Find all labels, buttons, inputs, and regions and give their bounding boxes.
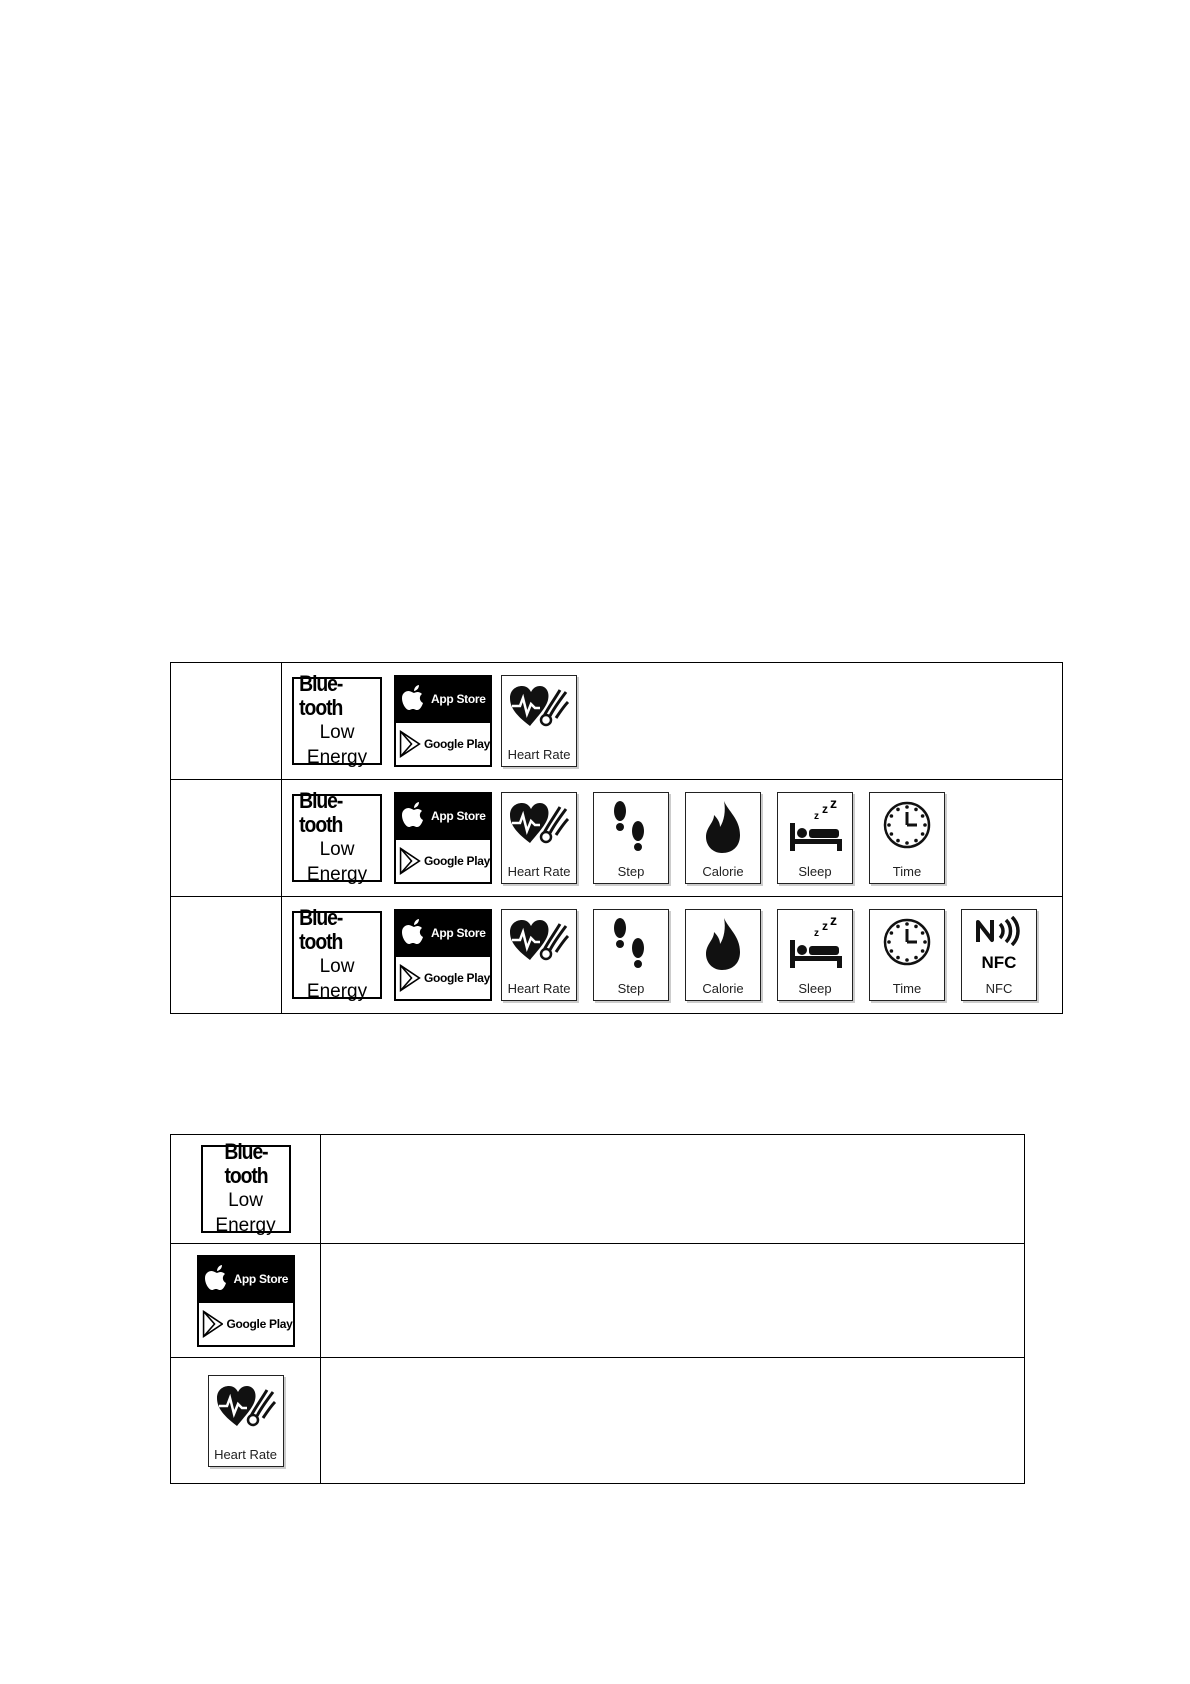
app-store-badge: App Store Google Play: [394, 792, 492, 884]
bed-icon: [784, 799, 846, 855]
feature-row: [171, 897, 1063, 1014]
legend-description: [321, 1358, 1025, 1484]
legend-row: [171, 1244, 1025, 1358]
apple-icon: [400, 800, 428, 832]
bluetooth-badge: Blue-tooth Low Energy: [201, 1145, 291, 1233]
calorie-tile: Calorie: [685, 909, 761, 1001]
legend-description: [321, 1135, 1025, 1244]
apple-icon: [400, 917, 428, 949]
svg-text:z: z: [814, 928, 819, 939]
flame-icon: [700, 916, 746, 972]
svg-text:z: z: [822, 802, 828, 816]
heart-rate-tile: Heart Rate: [501, 675, 577, 767]
model-label-cell: [171, 780, 282, 897]
svg-text:z: z: [822, 919, 828, 933]
heart-rate-icon: [508, 682, 570, 730]
nfc-tile: NFC NFC: [961, 909, 1037, 1001]
legend-description: [321, 1244, 1025, 1358]
bed-icon: [784, 916, 846, 972]
feature-table: [170, 662, 1063, 1014]
bluetooth-badge: Blue-tooth Low Energy: [292, 794, 382, 882]
bluetooth-badge: Blue-tooth Low Energy: [292, 911, 382, 999]
legend-table: [170, 1134, 1025, 1484]
footprints-icon: [606, 799, 656, 855]
nfc-logo-text: NFC: [981, 952, 1017, 972]
model-label-cell: [171, 897, 282, 1014]
feature-row: [171, 780, 1063, 897]
legend-row: [171, 1135, 1025, 1244]
time-tile: Time: [869, 909, 945, 1001]
clock-icon: [881, 799, 933, 851]
legend-icon-cell: [171, 1244, 321, 1358]
calorie-tile: Calorie: [685, 792, 761, 884]
heart-rate-tile: Heart Rate: [501, 909, 577, 1001]
nfc-icon: [974, 916, 1024, 946]
model-label-cell: [171, 663, 282, 780]
time-tile: Time: [869, 792, 945, 884]
feature-icons-cell: [282, 663, 1063, 780]
app-store-badge: App Store Google Play: [394, 909, 492, 1001]
google-play-icon: [399, 726, 421, 762]
google-play-icon: [202, 1306, 224, 1342]
footprints-icon: [606, 916, 656, 972]
svg-text:z: z: [830, 916, 837, 928]
feature-icons-cell: [282, 780, 1063, 897]
step-tile: Step: [593, 792, 669, 884]
clock-icon: [881, 916, 933, 968]
feature-row: [171, 663, 1063, 780]
feature-icons-cell: [282, 897, 1063, 1014]
legend-icon-cell: [171, 1135, 321, 1244]
heart-rate-icon: [215, 1382, 277, 1430]
heart-rate-icon: [508, 916, 570, 964]
legend-icon-cell: [171, 1358, 321, 1484]
bluetooth-badge: Blue-tooth Low Energy: [292, 677, 382, 765]
app-store-badge: App Store Google Play: [197, 1255, 295, 1347]
apple-icon: [203, 1263, 231, 1295]
svg-text:z: z: [814, 811, 819, 822]
apple-icon: [400, 683, 428, 715]
heart-rate-tile: Heart Rate: [501, 792, 577, 884]
flame-icon: [700, 799, 746, 855]
step-tile: Step: [593, 909, 669, 1001]
app-store-badge: App Store Google Play: [394, 675, 492, 767]
google-play-icon: [399, 843, 421, 879]
sleep-tile: z z z Sleep: [777, 909, 853, 1001]
sleep-tile: z z z Sleep: [777, 792, 853, 884]
google-play-icon: [399, 960, 421, 996]
heart-rate-tile: Heart Rate: [208, 1375, 284, 1467]
svg-text:z: z: [830, 799, 837, 811]
heart-rate-icon: [508, 799, 570, 847]
legend-row: [171, 1358, 1025, 1484]
